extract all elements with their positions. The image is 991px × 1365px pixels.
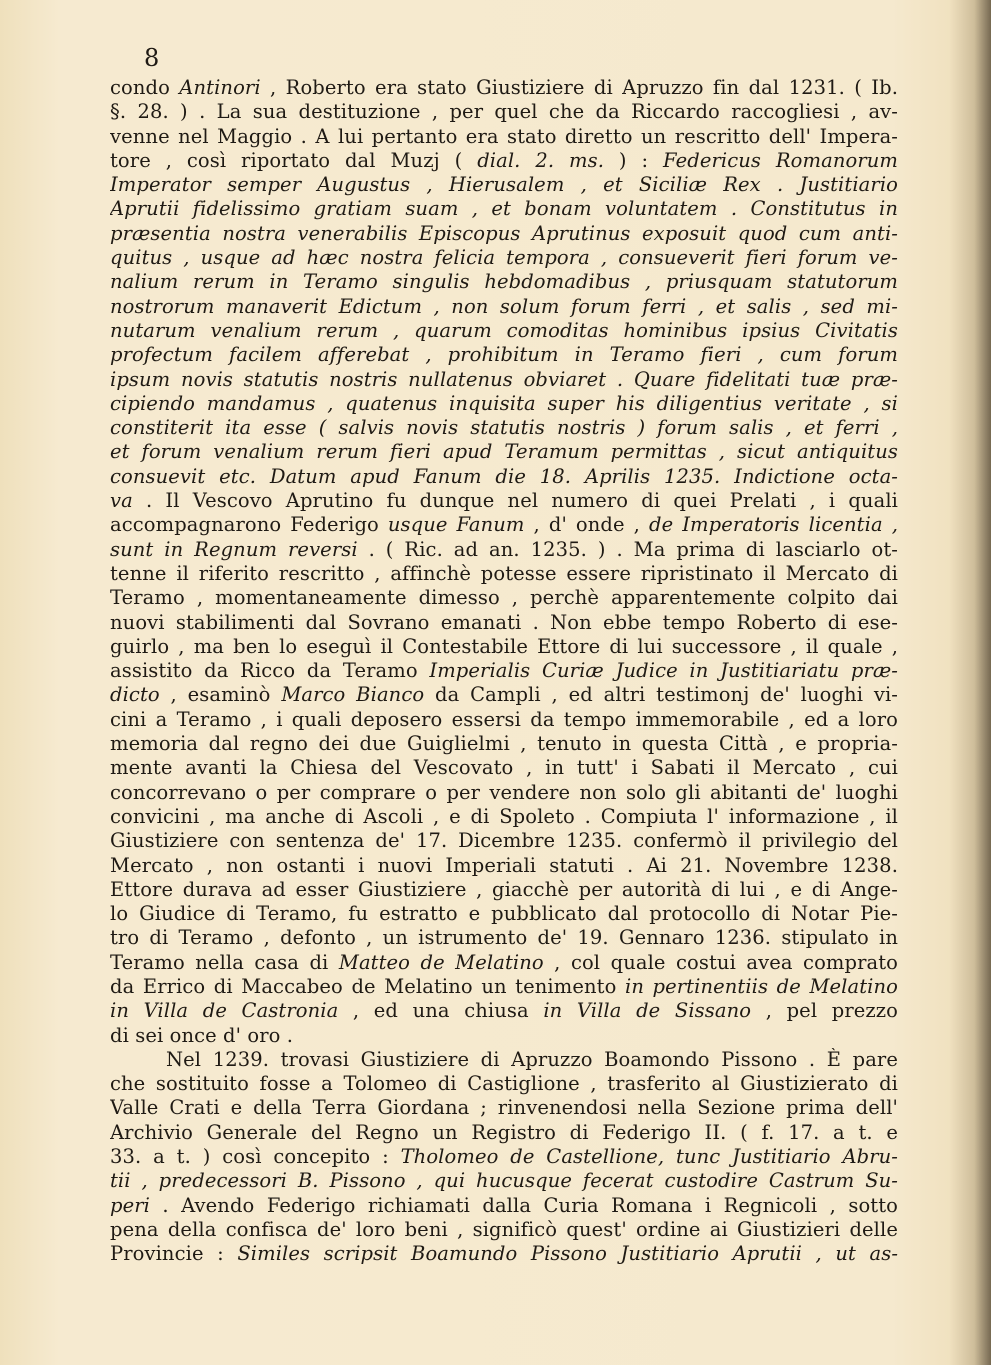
italic-text: usque Fanum: [387, 513, 525, 537]
text-segment: , ed una chiusa: [338, 999, 544, 1023]
text-segment: 33. a t. ) così concepito :: [110, 1145, 401, 1169]
italic-text: profectum facilem afferebat , prohibitum in Teramo fieri , cum forum: [110, 343, 898, 367]
italic-text: de Imperatoris licentia ,: [649, 513, 898, 537]
italic-text: Similes scripsit Boamundo Pissono Justitiario Aprutii , ut as-: [237, 1242, 898, 1266]
text-segment: Ettore durava ad esser Giustiziere , giacchè per autorità di lui , e di Ange-: [110, 877, 898, 901]
italic-text: cipiendo mandamus , quatenus inquisita super his diligentius veritate , si: [110, 391, 898, 415]
text-segment: Valle Crati e della Terra Giordana ; rinvenendosi nella Sezione prima dell': [110, 1096, 898, 1120]
text-line: [110, 805, 898, 829]
italic-text: Imperialis Curiæ Judice in Justitiariatu præ-: [429, 659, 898, 683]
text-line: [110, 635, 898, 659]
text-segment: assistito da Ricco da Teramo: [110, 659, 430, 683]
text-segment: guirlo , ma ben lo eseguì il Contestabile Ettore di lui successore , il quale ,: [110, 634, 898, 658]
text-segment: Nel 1239. trovasi Giustiziere di Apruzzo Boamondo Pissono . È pare: [166, 1047, 898, 1071]
text-line: [110, 246, 898, 270]
text-line: [110, 878, 898, 902]
text-segment: tore , così riportato dal Muzj (: [110, 148, 478, 172]
text-segment: Teramo nella casa di: [110, 950, 339, 974]
text-segment: , pel prezzo: [751, 999, 898, 1023]
text-segment: Provincie :: [110, 1242, 238, 1266]
text-line: [110, 586, 898, 610]
text-line: [110, 683, 898, 707]
text-line: [110, 368, 898, 392]
italic-text: nostrorum manaverit Edictum , non solum forum ferri , et salis , sed mi-: [110, 294, 898, 318]
italic-text: ipsum novis statutis nostris nullatenus obviaret . Quare fidelitati tuæ præ-: [110, 367, 898, 391]
italic-text: Federicus Romanorum: [663, 148, 898, 172]
italic-text: præsentia nostra venerabilis Episcopus Aprutinus exposuit quod cum anti-: [110, 221, 898, 245]
text-segment: tenne il riferito rescritto , affinchè potesse essere ripristinato il Mercato di: [110, 561, 898, 585]
italic-text: tii , predecessori B. Pissono , qui hucusque fecerat custodire Castrum Su-: [110, 1169, 898, 1193]
italic-text: Antinori: [179, 76, 261, 99]
text-line: [110, 295, 898, 319]
text-line: [110, 1218, 898, 1242]
text-line: [110, 1242, 898, 1266]
text-line: [110, 1169, 898, 1193]
text-line: [110, 1048, 898, 1072]
text-segment: di sei once d' oro .: [110, 1023, 294, 1047]
italic-text: constiterit ita esse ( salvis novis statutis nostris ) forum salis , et ferri ,: [110, 416, 898, 440]
italic-text: in pertinentiis de Melatino: [624, 974, 898, 998]
text-line: [110, 1096, 898, 1120]
text-segment: Archivio Generale del Regno un Registro di Federigo II. ( f. 17. a t. e: [110, 1120, 898, 1144]
text-line: [110, 222, 898, 246]
text-segment: da Errico di Maccabeo de Melatino un tenimento: [110, 974, 625, 998]
text-line: [110, 465, 898, 489]
italic-text: consuevit etc. Datum apud Fanum die 18. Aprilis 1235. Indictione octa-: [110, 464, 898, 488]
text-segment: concorrevano o per comprare o per vendere non solo gli abitanti de' luoghi: [110, 780, 898, 804]
text-segment: cini a Teramo , i quali deposero essersi da tempo immemorabile , ed a loro: [110, 707, 898, 731]
italic-text: Aprutii fidelissimo gratiam suam , et bonam voluntatem . Constitutus in: [110, 197, 898, 221]
text-segment: tro di Teramo , defonto , un istrumento de' 19. Gennaro 1236. stipulato in: [110, 926, 898, 950]
text-segment: , esaminò: [159, 683, 282, 707]
text-line: [110, 562, 898, 586]
text-line: [110, 902, 898, 926]
italic-text: et forum venalium rerum fieri apud Teramum permittas , sicut antiquitus: [110, 440, 898, 464]
text-line: [110, 538, 898, 562]
text-segment: lo Giudice di Teramo, fu estratto e pubblicato dal protocollo di Notar Pie-: [110, 902, 898, 926]
text-segment: Giustiziere con sentenza de' 17. Dicembre 1235. confermò il privilegio del: [110, 829, 898, 853]
text-line: [110, 1024, 898, 1048]
spine-shadow: [949, 0, 991, 1365]
italic-text: Tholomeo de Castellione, tunc Justitiario Abru-: [400, 1145, 898, 1169]
text-segment: ) :: [604, 148, 664, 172]
italic-text: dial. 2. ms.: [477, 148, 605, 172]
text-line: [110, 975, 898, 999]
text-segment: Mercato , non ostanti i nuovi Imperiali statuti . Ai 21. Novembre 1238.: [110, 853, 898, 877]
page-number: 8: [144, 44, 160, 72]
text-line: [110, 513, 898, 537]
italic-text: in Villa de Castronia: [110, 999, 339, 1023]
text-line: [110, 319, 898, 343]
text-segment: memoria dal regno dei due Guiglielmi , tenuto in questa Città , e propria-: [110, 732, 898, 756]
text-segment: , col quale costui avea comprato: [543, 950, 898, 974]
text-segment: convicini , ma anche di Ascoli , e di Spoleto . Compiuta l' informazione , il: [110, 804, 898, 828]
text-line: [110, 149, 898, 173]
text-segment: . ( Ric. ad an. 1235. ) . Ma prima di lasciarlo ot-: [357, 537, 898, 561]
italic-text: peri: [110, 1193, 150, 1217]
italic-text: sunt in Regnum reversi: [110, 537, 358, 561]
text-segment: che sostituito fosse a Tolomeo di Castiglione , trasferito al Giustizierato di: [110, 1072, 898, 1096]
text-line: [110, 659, 898, 683]
text-segment: accompagnarono Federigo: [110, 513, 388, 537]
italic-text: Marco Bianco: [281, 683, 425, 707]
text-line: [110, 611, 898, 635]
text-segment: , Roberto era stato Giustiziere di Apruzzo fin dal 1231. ( Ib.: [260, 76, 898, 99]
italic-text: quitus , usque ad hæc nostra felicia tempora , consueverit fieri forum ve-: [110, 246, 898, 270]
text-line: [110, 1072, 898, 1096]
text-line: [110, 440, 898, 464]
text-line: [110, 999, 898, 1023]
text-line: [110, 197, 898, 221]
italic-text: dicto: [110, 683, 160, 707]
italic-text: va: [110, 489, 133, 513]
italic-text: in Villa de Sissano: [543, 999, 752, 1023]
text-segment: mente avanti la Chiesa del Vescovato , in tutt' i Sabati il Mercato , cui: [110, 756, 898, 780]
text-segment: da Campli , ed altri testimonj de' luoghi vi-: [424, 683, 898, 707]
text-line: [110, 76, 898, 100]
text-line: [110, 100, 898, 124]
text-line: [110, 416, 898, 440]
text-line: [110, 173, 898, 197]
text-segment: . Avendo Federigo richiamati dalla Curia Romana i Regnicoli , sotto: [149, 1193, 898, 1217]
text-line: [110, 270, 898, 294]
text-line: [110, 829, 898, 853]
text-line: [110, 125, 898, 149]
text-line: [110, 343, 898, 367]
italic-text: nalium rerum in Teramo singulis hebdomadibus , priusquam statutorum: [110, 270, 898, 294]
text-line: [110, 708, 898, 732]
text-line: [110, 781, 898, 805]
text-line: [110, 1194, 898, 1218]
text-line: [110, 1121, 898, 1145]
text-segment: condo: [110, 76, 180, 99]
text-line: [110, 392, 898, 416]
text-segment: . Il Vescovo Aprutino fu dunque nel numero di quei Prelati , i quali: [132, 489, 898, 513]
italic-text: Matteo de Melatino: [338, 950, 544, 974]
text-segment: venne nel Maggio . A lui pertanto era stato diretto un rescritto dell' Impera-: [110, 124, 898, 148]
italic-text: Imperator semper Augustus , Hierusalem , et Siciliæ Rex . Justitiario: [110, 173, 898, 197]
text-line: [110, 926, 898, 950]
body-text: [110, 76, 898, 1267]
text-line: [110, 489, 898, 513]
text-line: [110, 1145, 898, 1169]
text-line: [110, 951, 898, 975]
text-segment: , d' onde ,: [524, 513, 649, 537]
italic-text: nutarum venalium rerum , quarum comoditas hominibus ipsius Civitatis: [110, 318, 898, 342]
text-segment: §. 28. ) . La sua destituzione , per quel che da Riccardo raccogliesi , av-: [110, 100, 898, 124]
text-segment: nuovi stabilimenti dal Sovrano emanati . Non ebbe tempo Roberto di ese-: [110, 610, 898, 634]
text-line: [110, 756, 898, 780]
text-segment: Teramo , momentaneamente dimesso , perchè apparentemente colpito dai: [110, 586, 898, 610]
text-line: [110, 854, 898, 878]
text-line: [110, 732, 898, 756]
text-segment: pena della confisca de' loro beni , significò quest' ordine ai Giustizieri delle: [110, 1217, 898, 1241]
